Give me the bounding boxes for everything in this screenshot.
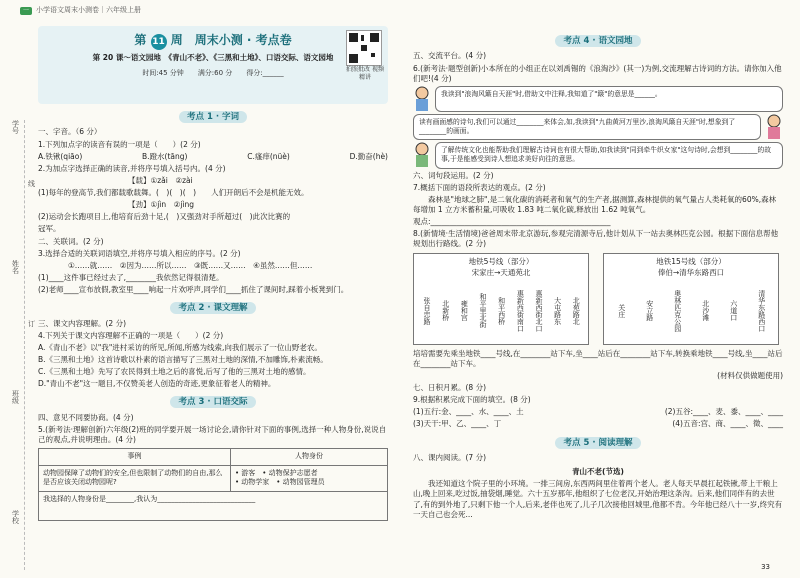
left-column (38, 24, 388, 521)
exam-meta (44, 69, 382, 78)
q2-heading: 二、关联词。(2 分) (38, 236, 104, 246)
q7-row1 (413, 407, 783, 417)
q5-sub: 6.(新考法·题型创新)小本所在的小组正在以刘禹锡的《浪淘沙》(其一)为例,交流理解古诗词的方法。请你加入他们吧!(4 分) (413, 63, 782, 83)
passage-title: 青山不老(节选) (572, 467, 624, 477)
q2-options: ①……就…… ②因为……所以…… ③既……又…… ④虽然……但…… (68, 260, 313, 270)
cut-line (24, 120, 26, 570)
section-3-heading: 考点 3 · 口语交际 (38, 397, 388, 408)
qr-caption: 拍照批改 视频精讲 (346, 66, 384, 82)
line15-stations (607, 281, 775, 341)
table-header-case: 事例 (39, 449, 231, 465)
q1-item1: (1)每年的登高节,我们都载歌载舞。( )( )( ) 人们开朗后不会是机能无效。 (38, 188, 309, 198)
student-avatar-icon (413, 142, 431, 168)
q7-sub: 9.根据积累完成下面的填空。(8 分) (413, 395, 531, 405)
station: 和平里北街 (479, 293, 488, 329)
station: 奥林匹克公园 (673, 289, 682, 332)
q8-sub: 8.(新情境·生活情境)爸爸周末带北京游玩,参观完清源寺后,他计划从下一站去奥林匹克公园。根据下面信息帮他规划出行路线。(2 分) (413, 229, 779, 249)
station: 北苑路北 (572, 296, 581, 325)
q2-line2: (2)老师____宣布放假,教室里____响起一片欢呼声,同学们____抓住了课间时,踩着小板凳到门。 (38, 285, 349, 295)
role-zoologist[interactable]: 动物学家 (241, 478, 270, 487)
heavenly-stems[interactable]: (3)天干:甲、乙、____、丁 (413, 419, 502, 429)
line5-stations (417, 281, 585, 341)
score-field[interactable]: 得分:______ (246, 69, 284, 78)
five-grains[interactable]: (2)五谷:____、麦、黍、____、____ (664, 407, 783, 417)
case-text: 动物园保障了动物们的安全,但也限制了动物们的自由,那么是否应该关闭动物园呢? (39, 465, 231, 491)
lesson-range: 第 20 课～语文园地 《青山不老》、《三黑和土地》、口语交际、语文园地 (92, 53, 334, 62)
station: 雍和宫 (460, 300, 469, 322)
q1-heading: 一、字音。（6 分） (38, 127, 102, 137)
section-1-heading: 考点 1 · 字词 (38, 112, 388, 123)
answer-line[interactable]: 我选择的人物身份是________,我认为____________________________ (39, 491, 388, 520)
student-info-margin (6, 120, 36, 570)
five-elements[interactable]: (1)五行:金、____、水、____、土 (413, 407, 524, 417)
role-table (38, 448, 388, 520)
page-title: 第 11 周 周末小测 · 考点卷 (44, 32, 382, 50)
option-a[interactable]: A.铁锹(qiāo) (38, 151, 83, 161)
reading-passage: 我还知道这个院子里的小环境。一排三间房,东西两间里住着两个老人。老人每天早晨扛起铁锹,带上干粮上山,晚上回来,吃过饭,抽袋烟,睡觉。六十五岁那年,他组织了七位老汉,开始治理这条沟。后来,他们同伴有的去世了,有的到外地了,只剩下他一个人,后来,老伴也死了,儿子几次接他回城里,他都不肯。今年他已经八十一岁,终究有一天自己也会死... (413, 479, 783, 519)
label-school: 学校 (11, 510, 20, 524)
right-column (413, 36, 783, 522)
option-d[interactable]: D.勤奋(hè) (349, 151, 388, 161)
speech-bubble-2: 读有画面感的诗句,我们可以通过________来体会,如,我读到"九曲黄河万里沙,浪淘风簸自天涯"时,想象到了________的画面。 (413, 114, 761, 140)
line15-title: 地铁15号线（部分） (656, 257, 726, 267)
five-tones[interactable]: (4)五音:宫、商、____、徵、____ (672, 419, 783, 429)
station: 惠新西街南口 (516, 289, 525, 332)
label-name: 姓名 (11, 260, 20, 274)
station: 大屯路东 (553, 296, 562, 325)
station: 清华东路西口 (757, 289, 766, 332)
station: 关庄 (617, 303, 626, 318)
q6-heading: 六、词句段运用。(2 分) (413, 170, 494, 180)
role-zoo-manager[interactable]: 动物园管理员 (282, 478, 325, 487)
q3-option-a[interactable]: A.《青山不老》以"我"进村采访的所见,所闻,所感为线索,向我们展示了一位山野老农。 (38, 342, 322, 352)
section-5-heading: 考点 5 · 阅读理解 (413, 438, 783, 449)
table-header-role: 人物身份 (230, 449, 387, 465)
section-2-heading: 考点 2 · 课文理解 (38, 303, 388, 314)
label-class: 班级 (11, 390, 20, 404)
metro-line-5 (413, 253, 589, 344)
q3-sub: 4.下列关于课文内容理解不正确的一项是（ ）(2 分) (38, 330, 224, 340)
speech-bubble-1: 我读到"浪淘风簸自天涯"时,借助文中注释,我知道了"簸"的意思是______。 (435, 86, 783, 112)
q1-options (38, 152, 388, 162)
station: 和平西桥 (497, 296, 506, 325)
q1-item2: (2)运动会长跑项目上,他培育后劲十足,( )又强劲对手所超过( )此次比赛的 (38, 212, 291, 222)
title-box (38, 26, 388, 104)
time-limit: 时间:45 分钟 (142, 69, 184, 78)
material-note: (材料仅供做题使用) (717, 370, 783, 380)
q2-sub: 3.选择合适的关联词语填空,并将序号填入相应的序号。(2 分) (38, 248, 241, 258)
line5-title: 地铁5号线（部分） (468, 257, 534, 267)
q7-heading: 七、日积月累。(8 分) (413, 383, 487, 393)
line15-direction: 俸伯→清华东路西口 (657, 267, 725, 277)
girl-avatar-icon (765, 114, 783, 140)
full-score: 满分:60 分 (197, 69, 233, 78)
station: 六道口 (729, 300, 738, 322)
q1-sub1: 1.下列加点字的读音有误的一项是（ ）(2 分) (38, 139, 201, 149)
q3-heading: 三、课文内容理解。(2 分) (38, 318, 127, 328)
series-tag: 一 (20, 7, 32, 15)
route-answer[interactable]: 培培需要先乘坐地铁____号线,在________站下车,坐____站后在________站下车,转换乘地铁____号线,坐____站后在________站下车。 (413, 348, 783, 368)
pinyin-jin: 【劲】①jìn ②jìng (128, 200, 195, 210)
station: 张自忠路 (423, 296, 432, 325)
cut-mark-1: 线 (27, 180, 36, 187)
q7-row2 (413, 419, 783, 429)
speech-bubble-3: 了解传统文化也能帮助我们理解古诗词也有很大帮助,如我读到"同到牵牛织女家"这句诗时,会想到________的故事,于是能感受到诗人想追求美好向往的意思。 (435, 142, 783, 168)
pinyin-zai: 【载】①zǎi ②zài (128, 175, 193, 185)
series-title: 小学语文周末小测卷｜六年级上册 (36, 6, 142, 14)
q2-line1: (1)____这件事已经过去了,________我依然记得很清楚。 (38, 272, 224, 282)
cut-mark-2: 订 (27, 320, 36, 327)
q4-sub: 5.(新考法·理解创新)六年级(2)班的同学要开展一场讨论会,请你针对下面的事例,选择一种人物身份,说说自己的观点,并说明理由。(4 分) (38, 425, 387, 445)
forest-passage: 森林是"地球之肺",是二氧化碳的消耗者和氧气的生产者,据测算,森林提供的氧气量占人类耗氧的60%,森林每增加 1 立方米蓄积量,可吸收 1.83 吨二氧化碳,释放出 1.62 吨氧气。 (413, 194, 777, 214)
dialog-3 (413, 142, 783, 168)
station: 北新桥 (441, 300, 450, 322)
option-c[interactable]: C.瘙痒(nüè) (247, 151, 290, 161)
option-b[interactable]: B.蹬水(tāng) (142, 151, 188, 161)
station: 安立路 (645, 300, 654, 322)
q3-option-b[interactable]: B.《三黑和土地》这首诗歌以朴素的语言描写了三黑对土地的深情,不加雕饰,朴素流畅。 (38, 355, 328, 365)
station: 北沙滩 (701, 300, 710, 322)
q5-heading: 五、交流平台。(4 分) (413, 51, 487, 61)
station: 惠新西街北口 (534, 289, 543, 332)
metro-line-15 (603, 253, 779, 344)
boy-avatar-icon (413, 86, 431, 112)
viewpoint-answer-line[interactable]: 观点:________________________________________________ (413, 217, 611, 227)
page-number: 33 (761, 562, 770, 571)
week-number: 11 (151, 34, 167, 50)
metro-maps (413, 253, 783, 344)
q3-option-c[interactable]: C.《三黑和土地》先写了农民得到土地之后的喜悦,后写了他的三黑对土地的感情。 (38, 367, 311, 377)
q8-heading: 八、课内阅读。(7 分) (413, 453, 487, 462)
section-4-heading: 考点 4 · 语文园地 (413, 36, 783, 47)
line5-direction: 宋家庄→天通苑北 (471, 267, 531, 277)
dialog-2 (413, 114, 783, 140)
role-options: • 游客 • 动物保护志愿者 • 动物学家 • 动物园管理员 (230, 465, 387, 491)
top-header (20, 6, 141, 15)
role-tourist[interactable]: 游客 (241, 468, 256, 477)
label-student-id: 学号 (11, 120, 20, 134)
q4-heading: 四、意见不同要协商。(4 分) (38, 412, 134, 422)
dialog-1 (413, 86, 783, 112)
q1-item2-cont: 冠军。 (38, 224, 61, 234)
q1-sub2: 2.为加点字选择正确的读音,并将序号填入括号内。(4 分) (38, 163, 226, 173)
q6-sub: 7.概括下面的语段所表达的观点。(2 分) (413, 182, 546, 192)
qr-code-icon[interactable] (346, 30, 382, 66)
role-volunteer[interactable]: 动物保护志愿者 (268, 468, 318, 477)
q3-option-d[interactable]: D."青山不老"这一题目,不仅赞美老人创造的奇迹,更象征着老人的精神。 (38, 379, 276, 389)
